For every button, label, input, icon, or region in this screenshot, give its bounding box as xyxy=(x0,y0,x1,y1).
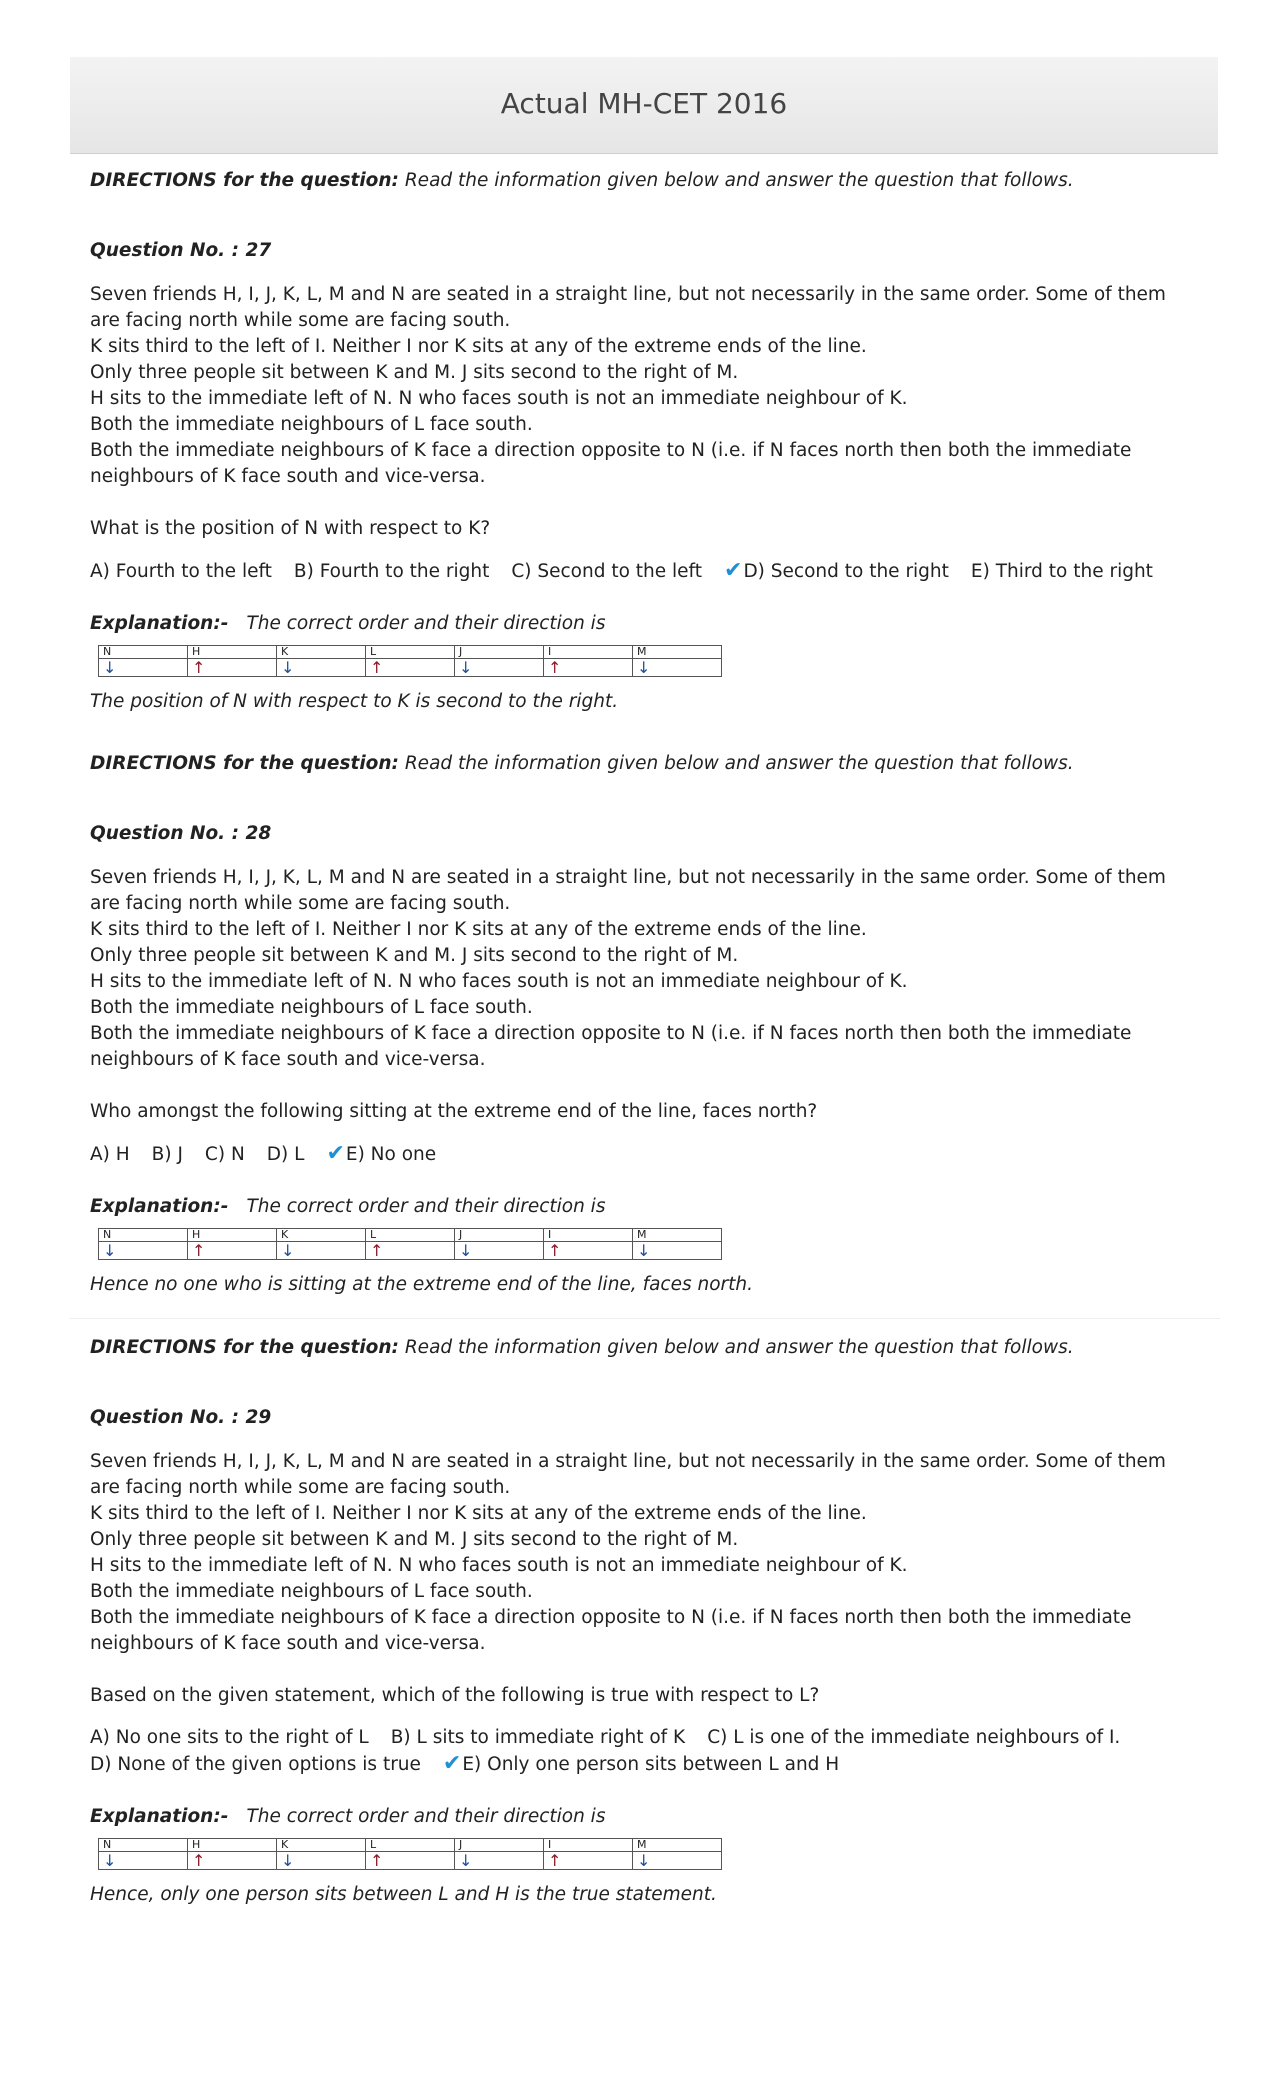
option-e[interactable] xyxy=(326,1141,437,1166)
statement-line: Only three people sit between K and M. J sits second to the right of M. xyxy=(90,362,739,383)
question-text: What is the position of N with respect to K? xyxy=(90,518,491,539)
arrow-down-icon: ↓ xyxy=(99,1852,188,1870)
arrow-down-icon: ↓ xyxy=(455,659,544,677)
page-title: Actual MH-CET 2016 xyxy=(500,87,788,120)
option-a[interactable] xyxy=(90,561,272,582)
order-name-cell: L xyxy=(366,1839,455,1852)
directions-text: Read the information given below and answer the question that follows. xyxy=(404,753,1074,774)
statement-line: Seven friends H, I, J, K, L, M and N are seated in a straight line, but not necessarily in the same order. Some of them are facing north while some are facing south. xyxy=(90,867,1166,914)
order-name-cell: M xyxy=(633,1229,722,1242)
order-table xyxy=(98,1838,722,1870)
option-e[interactable] xyxy=(971,561,1153,582)
option-b[interactable] xyxy=(391,1727,685,1748)
explanation-label: Explanation:- xyxy=(90,1196,229,1217)
statement-line: Both the immediate neighbours of L face south. xyxy=(90,1581,533,1602)
order-name-cell: M xyxy=(633,1839,722,1852)
statement-line: H sits to the immediate left of N. N who faces south is not an immediate neighbour of K. xyxy=(90,971,908,992)
order-name-cell: J xyxy=(455,1839,544,1852)
order-name-cell: L xyxy=(366,1229,455,1242)
order-directions-row xyxy=(99,1242,722,1260)
option-label: C) N xyxy=(204,1144,245,1165)
option-label: E) No one xyxy=(345,1144,437,1165)
order-name-cell: J xyxy=(455,646,544,659)
directions xyxy=(90,168,1200,194)
option-label: D) Second to the right xyxy=(743,561,949,582)
order-name-cell: K xyxy=(277,1839,366,1852)
option-c[interactable] xyxy=(707,1727,1120,1748)
arrow-up-icon: ↑ xyxy=(188,659,277,677)
arrow-down-icon: ↓ xyxy=(99,1242,188,1260)
directions-text: Read the information given below and answer the question that follows. xyxy=(404,1337,1074,1358)
option-label: A) H xyxy=(90,1144,130,1165)
options xyxy=(90,558,1200,585)
question-block xyxy=(90,168,1200,715)
divider xyxy=(70,1318,1220,1319)
explanation xyxy=(90,1804,1200,1830)
check-icon: ✔ xyxy=(724,558,743,583)
directions-label: DIRECTIONS for the question: xyxy=(90,753,399,774)
question-block xyxy=(90,1318,1200,1908)
explanation-text: The correct order and their direction is xyxy=(246,1196,606,1217)
order-names-row xyxy=(99,1839,722,1852)
option-label: B) Fourth to the right xyxy=(293,561,490,582)
option-label: A) No one sits to the right of L xyxy=(90,1727,369,1748)
order-name-cell: H xyxy=(188,1839,277,1852)
arrow-down-icon: ↓ xyxy=(633,659,722,677)
option-label: C) L is one of the immediate neighbours of I. xyxy=(707,1727,1121,1748)
option-e[interactable] xyxy=(442,1751,840,1776)
arrow-down-icon: ↓ xyxy=(277,659,366,677)
statement xyxy=(90,282,1200,490)
order-table xyxy=(98,645,722,677)
order-name-cell: L xyxy=(366,646,455,659)
options xyxy=(90,1141,1200,1168)
option-label: B) J xyxy=(151,1144,183,1165)
question-block xyxy=(90,751,1200,1298)
order-names-row xyxy=(99,1229,722,1242)
question-list xyxy=(90,168,1200,1944)
option-d[interactable] xyxy=(90,1754,421,1775)
option-a[interactable] xyxy=(90,1727,369,1748)
statement-line: Seven friends H, I, J, K, L, M and N are seated in a straight line, but not necessarily in the same order. Some of them are facing north while some are facing south. xyxy=(90,284,1166,331)
order-name-cell: N xyxy=(99,646,188,659)
option-a[interactable] xyxy=(90,1144,130,1165)
check-icon: ✔ xyxy=(326,1141,345,1166)
arrow-up-icon: ↑ xyxy=(544,1852,633,1870)
arrow-up-icon: ↑ xyxy=(366,659,455,677)
directions xyxy=(90,1335,1200,1361)
arrow-down-icon: ↓ xyxy=(633,1242,722,1260)
statement-line: Both the immediate neighbours of L face south. xyxy=(90,414,533,435)
arrow-down-icon: ↓ xyxy=(277,1852,366,1870)
options xyxy=(90,1725,1200,1778)
explanation xyxy=(90,611,1200,637)
statement xyxy=(90,1449,1200,1657)
conclusion: Hence no one who is sitting at the extreme end of the line, faces north. xyxy=(90,1274,754,1295)
statement-line: Both the immediate neighbours of L face south. xyxy=(90,997,533,1018)
statement-line: Only three people sit between K and M. J sits second to the right of M. xyxy=(90,1529,739,1550)
explanation-text: The correct order and their direction is xyxy=(246,1806,606,1827)
option-c[interactable] xyxy=(205,1144,245,1165)
order-name-cell: K xyxy=(277,1229,366,1242)
directions xyxy=(90,751,1200,777)
question-text: Based on the given statement, which of the following is true with respect to L? xyxy=(90,1685,820,1706)
arrow-up-icon: ↑ xyxy=(366,1852,455,1870)
order-name-cell: I xyxy=(544,646,633,659)
arrow-up-icon: ↑ xyxy=(544,659,633,677)
option-b[interactable] xyxy=(294,561,489,582)
option-d[interactable] xyxy=(267,1144,305,1165)
directions-label: DIRECTIONS for the question: xyxy=(90,1337,399,1358)
order-directions-row xyxy=(99,659,722,677)
order-name-cell: I xyxy=(544,1229,633,1242)
order-directions-row xyxy=(99,1852,722,1870)
explanation-label: Explanation:- xyxy=(90,613,229,634)
option-c[interactable] xyxy=(511,561,702,582)
statement-line: K sits third to the left of I. Neither I nor K sits at any of the extreme ends of the line. xyxy=(90,1503,867,1524)
statement-line: Both the immediate neighbours of K face a direction opposite to N (i.e. if N faces north then both the immediate neighbours of K face south and vice-versa. xyxy=(90,1023,1132,1070)
question-text: Who amongst the following sitting at the extreme end of the line, faces north? xyxy=(90,1101,818,1122)
option-label: D) L xyxy=(266,1144,305,1165)
arrow-down-icon: ↓ xyxy=(99,659,188,677)
order-name-cell: J xyxy=(455,1229,544,1242)
order-name-cell: N xyxy=(99,1229,188,1242)
explanation-label: Explanation:- xyxy=(90,1806,229,1827)
question-number: Question No. : 28 xyxy=(90,823,272,844)
statement-line: K sits third to the left of I. Neither I nor K sits at any of the extreme ends of the line. xyxy=(90,336,867,357)
order-name-cell: K xyxy=(277,646,366,659)
conclusion: The position of N with respect to K is second to the right. xyxy=(90,691,619,712)
statement-line: Both the immediate neighbours of K face a direction opposite to N (i.e. if N faces north then both the immediate neighbours of K face south and vice-versa. xyxy=(90,440,1132,487)
statement xyxy=(90,865,1200,1073)
option-label: B) L sits to immediate right of K xyxy=(390,1727,686,1748)
order-names-row xyxy=(99,646,722,659)
arrow-down-icon: ↓ xyxy=(455,1242,544,1260)
option-label: D) None of the given options is true xyxy=(90,1754,421,1775)
question-number: Question No. : 27 xyxy=(90,240,272,261)
statement-line: H sits to the immediate left of N. N who faces south is not an immediate neighbour of K. xyxy=(90,388,908,409)
arrow-up-icon: ↑ xyxy=(188,1852,277,1870)
statement-line: Seven friends H, I, J, K, L, M and N are seated in a straight line, but not necessarily in the same order. Some of them are facing north while some are facing south. xyxy=(90,1451,1166,1498)
explanation-text: The correct order and their direction is xyxy=(246,613,606,634)
option-label: E) Third to the right xyxy=(970,561,1153,582)
order-name-cell: M xyxy=(633,646,722,659)
check-icon: ✔ xyxy=(442,1751,462,1776)
arrow-up-icon: ↑ xyxy=(188,1242,277,1260)
arrow-down-icon: ↓ xyxy=(633,1852,722,1870)
statement-line: H sits to the immediate left of N. N who faces south is not an immediate neighbour of K. xyxy=(90,1555,908,1576)
option-d[interactable] xyxy=(724,558,949,583)
order-name-cell: N xyxy=(99,1839,188,1852)
arrow-up-icon: ↑ xyxy=(544,1242,633,1260)
statement-line: Only three people sit between K and M. J sits second to the right of M. xyxy=(90,945,739,966)
order-name-cell: H xyxy=(188,646,277,659)
arrow-up-icon: ↑ xyxy=(366,1242,455,1260)
option-label: C) Second to the left xyxy=(511,561,702,582)
statement-line: K sits third to the left of I. Neither I nor K sits at any of the extreme ends of the line. xyxy=(90,919,867,940)
statement-line: Both the immediate neighbours of K face a direction opposite to N (i.e. if N faces north then both the immediate neighbours of K face south and vice-versa. xyxy=(90,1607,1132,1654)
order-table xyxy=(98,1228,722,1260)
option-b[interactable] xyxy=(152,1144,183,1165)
option-label: A) Fourth to the left xyxy=(90,561,272,582)
directions-label: DIRECTIONS for the question: xyxy=(90,170,399,191)
question-number: Question No. : 29 xyxy=(90,1407,272,1428)
explanation xyxy=(90,1194,1200,1220)
arrow-down-icon: ↓ xyxy=(277,1242,366,1260)
arrow-down-icon: ↓ xyxy=(455,1852,544,1870)
conclusion: Hence, only one person sits between L and H is the true statement. xyxy=(90,1884,717,1905)
order-name-cell: I xyxy=(544,1839,633,1852)
directions-text: Read the information given below and answer the question that follows. xyxy=(404,170,1074,191)
page-header xyxy=(70,57,1218,154)
option-label: E) Only one person sits between L and H xyxy=(462,1754,840,1775)
order-name-cell: H xyxy=(188,1229,277,1242)
